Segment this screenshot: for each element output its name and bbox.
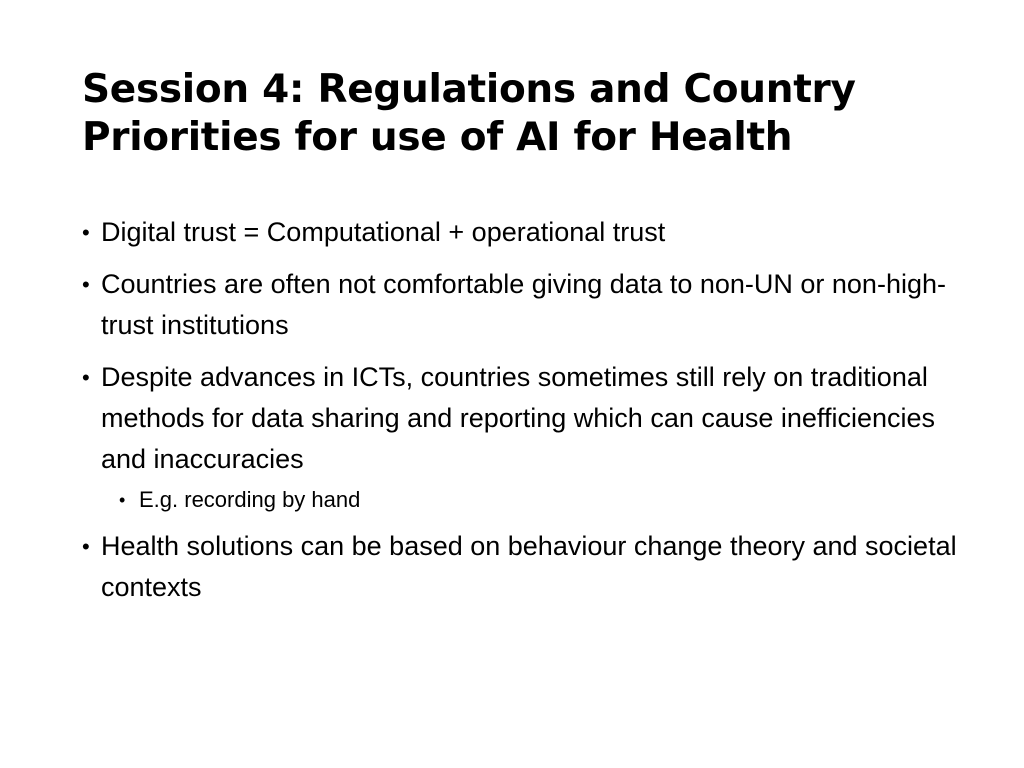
bullet-icon: • bbox=[82, 272, 90, 297]
bullet-icon: • bbox=[82, 534, 90, 559]
sub-bullet-icon: • bbox=[119, 490, 126, 510]
slide-body bbox=[82, 212, 962, 619]
bullet-text: Digital trust = Computational + operational trust bbox=[101, 217, 666, 247]
bullet-item bbox=[82, 264, 962, 346]
sub-bullet-item bbox=[101, 485, 962, 515]
sub-bullet-text: E.g. recording by hand bbox=[139, 487, 361, 512]
bullet-text: Despite advances in ICTs, countries sometimes still rely on traditional methods for data sharing and reporting which can cause inefficiencies and inaccuracies bbox=[101, 362, 935, 474]
bullet-item bbox=[82, 526, 962, 608]
bullet-text: Countries are often not comfortable giving data to non-UN or non-high-trust institutions bbox=[101, 269, 946, 340]
slide-title: Session 4: Regulations and Country Priorities for use of AI for Health bbox=[82, 67, 856, 160]
bullet-text: Health solutions can be based on behaviour change theory and societal contexts bbox=[101, 531, 957, 602]
bullet-icon: • bbox=[82, 365, 90, 390]
bullet-item bbox=[82, 357, 962, 480]
bullet-item bbox=[82, 212, 962, 253]
bullet-icon: • bbox=[82, 220, 90, 245]
